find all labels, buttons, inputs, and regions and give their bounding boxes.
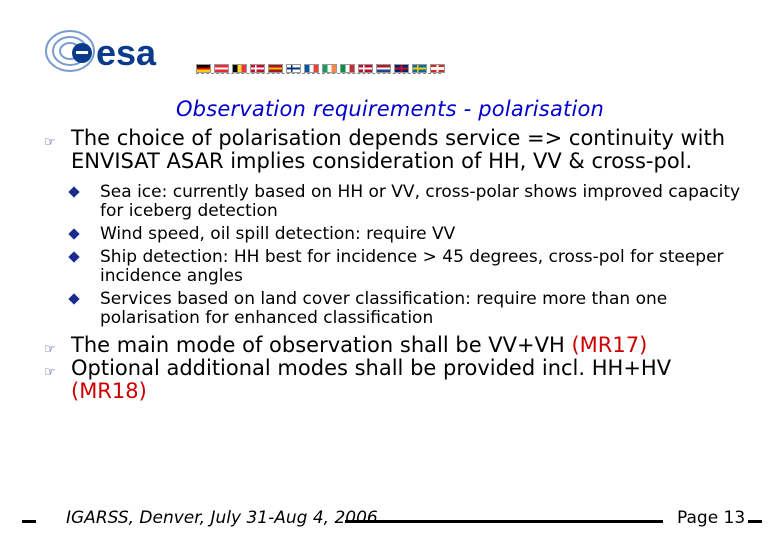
esa-logo xyxy=(44,25,194,77)
flag-belgium-icon xyxy=(232,64,247,73)
sub-bullet-land-cover: Services based on land cover classification: require more than one polarisation for enhanced classification xyxy=(70,290,744,328)
logo-text: esa xyxy=(96,32,157,73)
diamond-bullet-icon xyxy=(68,228,79,239)
flag-spain-icon xyxy=(268,64,283,73)
sub-bullet-wind-speed: Wind speed, oil spill detection: require VV xyxy=(70,225,744,244)
bullet-main-mode: ☞ The main mode of observation shall be VV+VH (MR17) xyxy=(44,334,744,357)
flag-uk-icon xyxy=(394,64,409,73)
diamond-bullet-icon xyxy=(68,186,79,197)
requirement-ref-mr17: (MR17) xyxy=(571,333,648,357)
flag-austria-icon xyxy=(214,64,229,73)
sub-bullet-ship-detection: Ship detection: HH best for incidence > 45 degrees, cross-pol for steeper incidence angles xyxy=(70,248,744,286)
flag-netherlands-icon xyxy=(376,64,391,73)
slide-title: Observation requirements - polarisation xyxy=(175,97,605,121)
flag-france-icon xyxy=(304,64,319,73)
bullet-optional-modes: ☞ Optional additional modes shall be provided incl. HH+HV (MR18) xyxy=(44,356,672,403)
footer-conference: IGARSS, Denver, July 31-Aug 4, 2006 xyxy=(66,508,378,528)
sub-bullet-list xyxy=(70,183,744,328)
flag-italy-icon xyxy=(340,64,355,73)
sub-bullet-sea-ice: Sea ice: currently based on HH or VV, cross-polar shows improved capacity for iceberg detection xyxy=(70,183,744,221)
pointing-hand-icon: ☞ xyxy=(44,342,56,357)
flag-denmark-icon xyxy=(250,64,265,73)
diamond-bullet-icon xyxy=(68,293,79,304)
footer-rule xyxy=(345,520,663,523)
flag-finland-icon xyxy=(286,64,301,73)
page-number: Page 13 xyxy=(677,508,746,528)
flag-sweden-icon xyxy=(412,64,427,73)
member-flags xyxy=(196,63,445,73)
footer-rule-left xyxy=(22,520,36,523)
diamond-bullet-icon xyxy=(68,251,79,262)
pointing-hand-icon: ☞ xyxy=(44,135,56,150)
pointing-hand-icon: ☞ xyxy=(44,365,56,380)
flag-switzerland-icon xyxy=(430,64,445,73)
header-rule xyxy=(196,73,441,74)
flag-germany-icon xyxy=(196,64,211,73)
bullet-list xyxy=(44,127,744,403)
requirement-ref-mr18: (MR18) xyxy=(71,379,147,403)
flag-norway-icon xyxy=(358,64,373,73)
bullet-polarisation-choice: ☞ The choice of polarisation depends service => continuity with ENVISAT ASAR implies consideration of HH, VV & cross-pol. xyxy=(44,126,726,173)
footer-rule-right xyxy=(748,520,762,523)
flag-ireland-icon xyxy=(322,64,337,73)
